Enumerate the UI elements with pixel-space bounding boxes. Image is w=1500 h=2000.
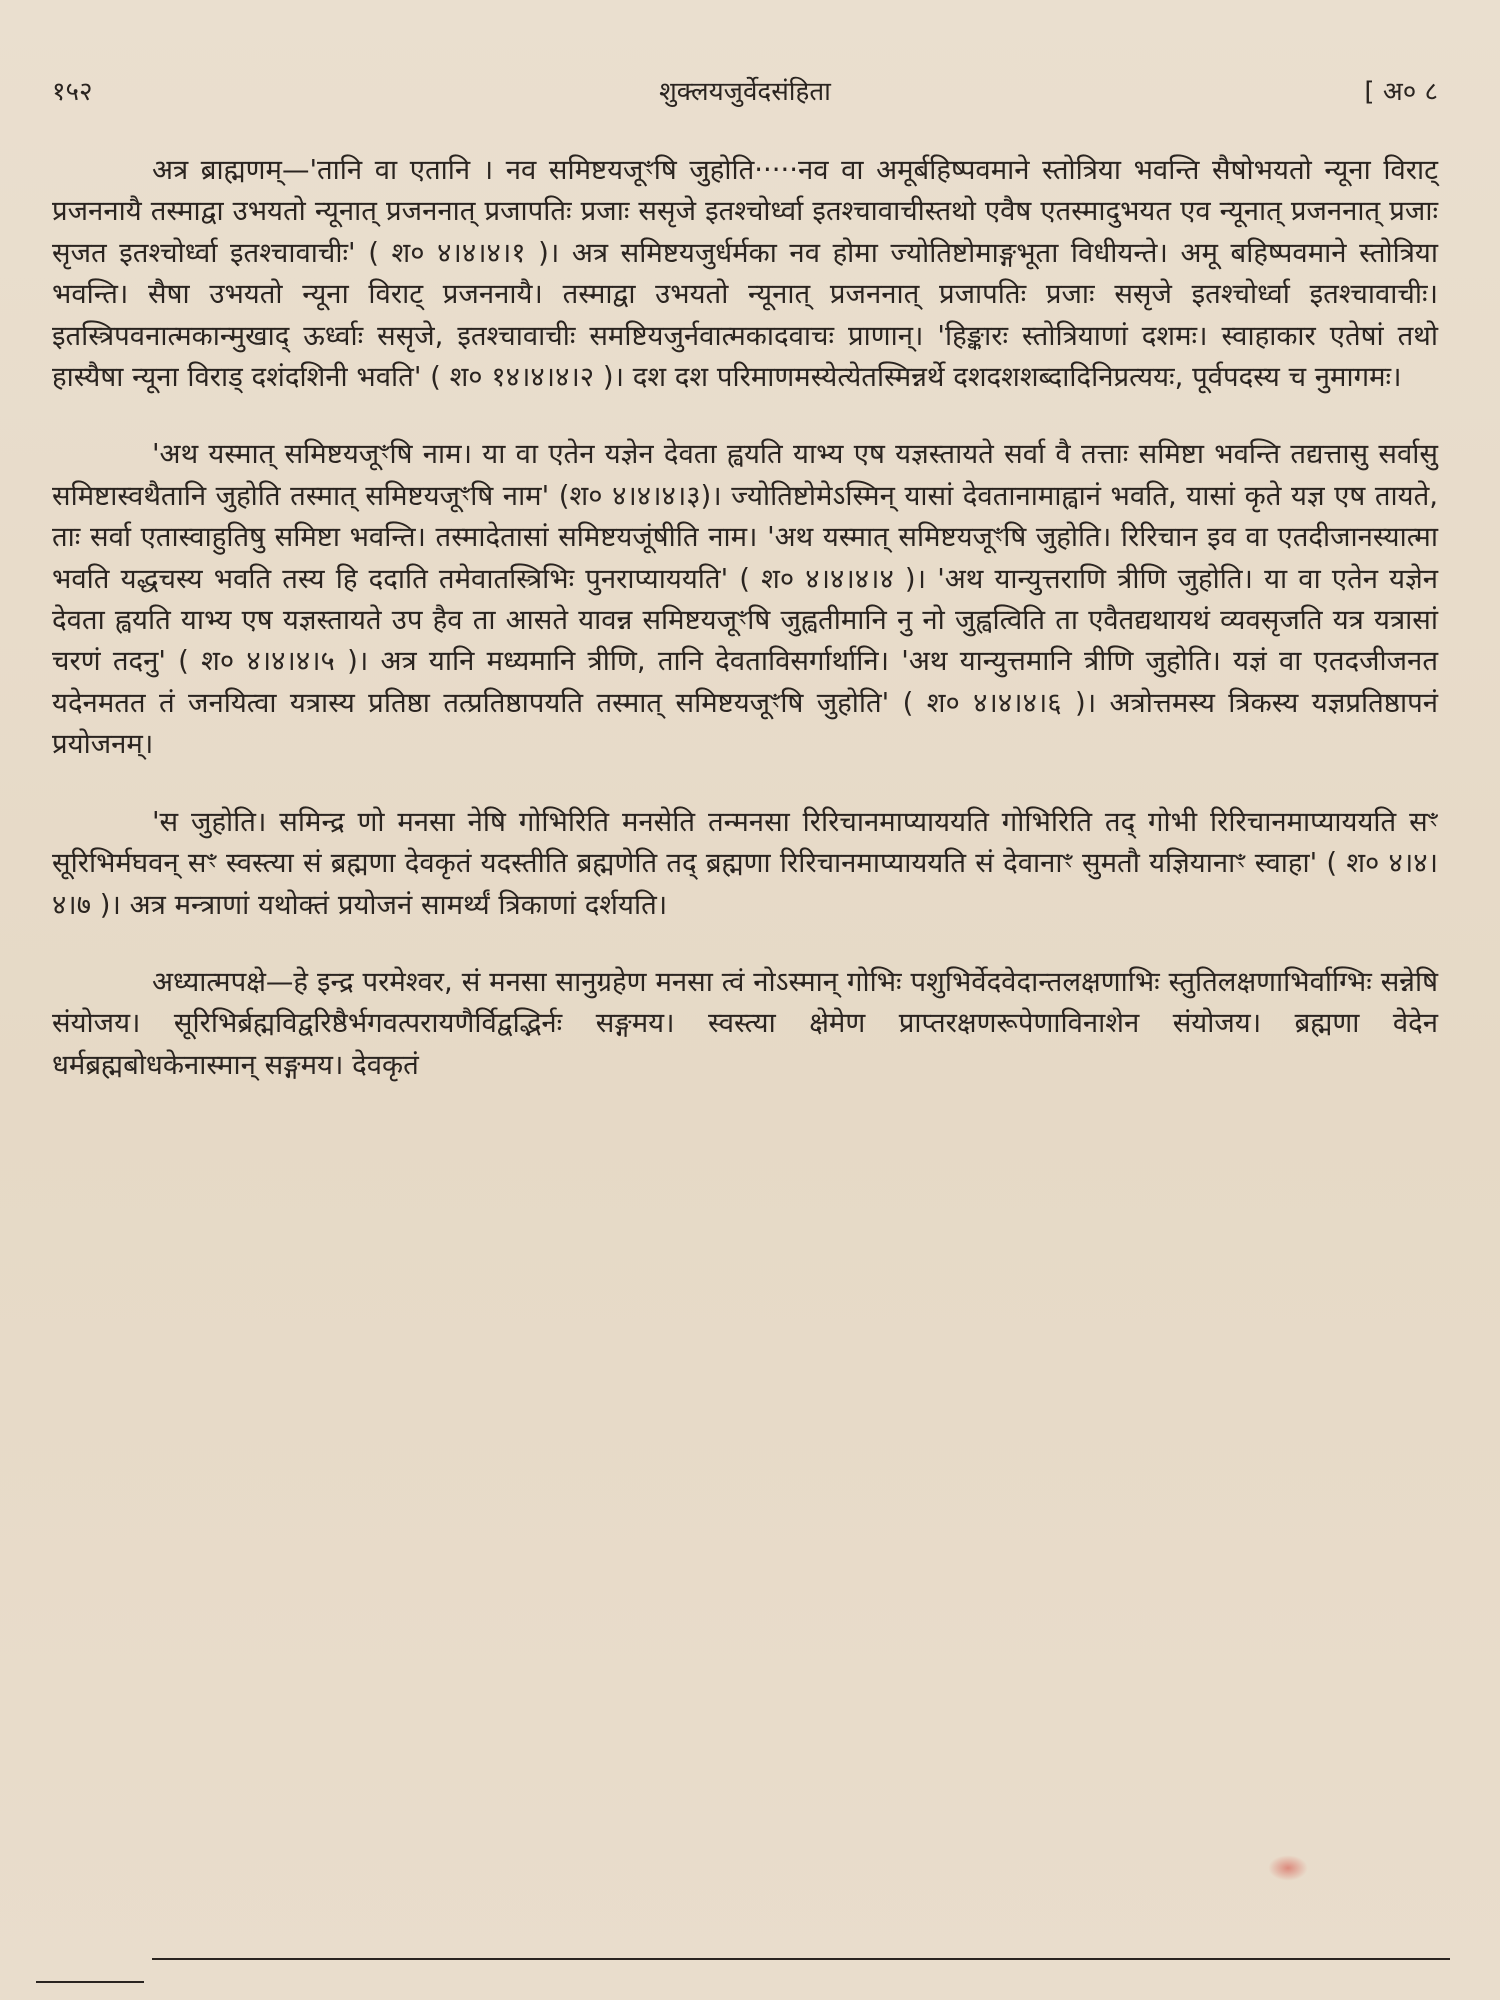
main-text [52, 150, 1438, 1086]
main-paragraph: 'स जुहोति। समिन्द्र णो मनसा नेषि गोभिरिति मनसेति तन्मनसा रिरिचानमाप्याययति गोभिरिति तद् गोभी रिरिचानमाप्याययति सꣳ सूरिभिर्मघवन् सꣳ स्वस्त्या सं ब्रह्मणा देवकृतं यदस्तीति ब्रह्मणेति तद् ब्रह्मणा रिरिचानमाप्याययति सं देवानाꣳ सुमतौ यज्ञियानाꣳ स्वाहा' ( श० ४।४।४।७ )। अत्र मन्त्राणां यथोक्तं प्रयोजनं सामर्थ्यं त्रिकाणां दर्शयति। [52, 805, 1438, 921]
main-paragraph: अत्र ब्राह्मणम्—'तानि वा एतानि । नव समिष्टयजूꣳषि जुहोति·····नव वा अमूर्बहिष्पवमाने स्तोत्रिया भवन्ति सैषोभयतो न्यूना विराट् प्रजननायै तस्माद्वा उभयतो न्यूनात् प्रजननात् प्रजापतिः प्रजाः ससृजे इतश्चोर्ध्वा इतश्चावाचीस्तथो एवैष एतस्मादुभयत एव न्यूनात् प्रजननात् प्रजाः सृजत इतश्चोर्ध्वा इतश्चावाचीः' ( श० ४।४।४।१ )। अत्र समिष्टयजुर्धर्मका नव होमा ज्योतिष्टोमाङ्गभूता विधीयन्ते। अमू बहिष्पवमाने स्तोत्रिया भवन्ति। सैषा उभयतो न्यूना विराट् प्रजननायै। तस्माद्वा उभयतो न्यूनात् प्रजननात् प्रजापतिः प्रजाः ससृजे इतश्चोर्ध्वा इतश्चावाचीः। इतस्त्रिपवनात्मकान्मुखाद् ऊर्ध्वाः ससृजे, इतश्चावाचीः समष्टियजुर्नवात्मकादवाचः प्राणान्। 'हिङ्कारः स्तोत्रियाणां दशमः। स्वाहाकार एतेषां तथो हास्यैषा न्यूना विराड् दशंदशिनी भवति' ( श० १४।४।४।२ )। दश दश परिमाणमस्येत्येतस्मिन्नर्थे दशदशशब्दादिनिप्रत्ययः, पूर्वपदस्य च नुमागमः। [52, 154, 1438, 394]
ink-stain [1268, 1855, 1308, 1881]
page-number: १५२ [52, 77, 93, 107]
footnote-rule-short [36, 1981, 144, 1983]
page-header [52, 66, 1438, 106]
footnote-rule-long [152, 1958, 1450, 1960]
main-paragraph: 'अथ यस्मात् समिष्टयजूꣳषि नाम। या वा एतेन यज्ञेन देवता ह्वयति याभ्य एष यज्ञस्तायते सर्वा वै तत्ताः समिष्टा भवन्ति तद्यत्तासु सर्वासु समिष्टास्वथैतानि जुहोति तस्मात् समिष्टयजूꣳषि नाम' (श० ४।४।४।३)। ज्योतिष्टोमेऽस्मिन् यासां देवतानामाह्वानं भवति, यासां कृते यज्ञ एष तायते, ताः सर्वा एतास्वाहुतिषु समिष्टा भवन्ति। तस्मादेतासां समिष्टयजूंषीति नाम। 'अथ यस्मात् समिष्टयजूꣳषि जुहोति। रिरिचान इव वा एतदीजानस्यात्मा भवति यद्धचस्य भवति तस्य हि ददाति तमेवातस्त्रिभिः पुनराप्याययति' ( श० ४।४।४।४ )। 'अथ यान्युत्तराणि त्रीणि जुहोति। या वा एतेन यज्ञेन देवता ह्वयति याभ्य एष यज्ञस्तायते उप हैव ता आसते यावन्न समिष्टयजूꣳषि जुह्वतीमानि नु नो जुह्वत्विति ता एवैतद्यथायथं व्यवसृजति यत्र यत्रासां चरणं तदनु' ( श० ४।४।४।५ )। अत्र यानि मध्यमानि त्रीणि, तानि देवताविसर्गार्थानि। 'अथ यान्युत्तमानि त्रीणि जुहोति। यज्ञं वा एतदजीजनत यदेनमतत तं जनयित्वा यत्रास्य प्रतिष्ठा तत्प्रतिष्ठापयति तस्मात् समिष्टयजूꣳषि जुहोति' ( श० ४।४।४।६ )। अत्रोत्तमस्य त्रिकस्य यज्ञप्रतिष्ठापनं प्रयोजनम्। [52, 438, 1438, 761]
chapter-reference: [ अ० ८ [1364, 77, 1438, 107]
main-paragraph: अध्यात्मपक्षे—हे इन्द्र परमेश्वर, सं मनसा सानुग्रहेण मनसा त्वं नोऽस्मान् गोभिः पशुभिर्वेदवेदान्तलक्षणाभिः स्तुतिलक्षणाभिर्वाग्भिः सन्नेषि संयोजय। सूरिभिर्ब्रह्मविद्वरिष्ठैर्भगवत्परायणैर्विद्वद्भिर्नः सङ्गमय। स्वस्त्या क्षेमेण प्राप्तरक्षणरूपेणाविनाशेन संयोजय। ब्रह्मणा वेदेन धर्मब्रह्मबोधकेनास्मान् सङ्गमय। देवकृतं [52, 965, 1438, 1081]
running-title: शुक्लयजुर्वेदसंहिता [659, 77, 831, 107]
